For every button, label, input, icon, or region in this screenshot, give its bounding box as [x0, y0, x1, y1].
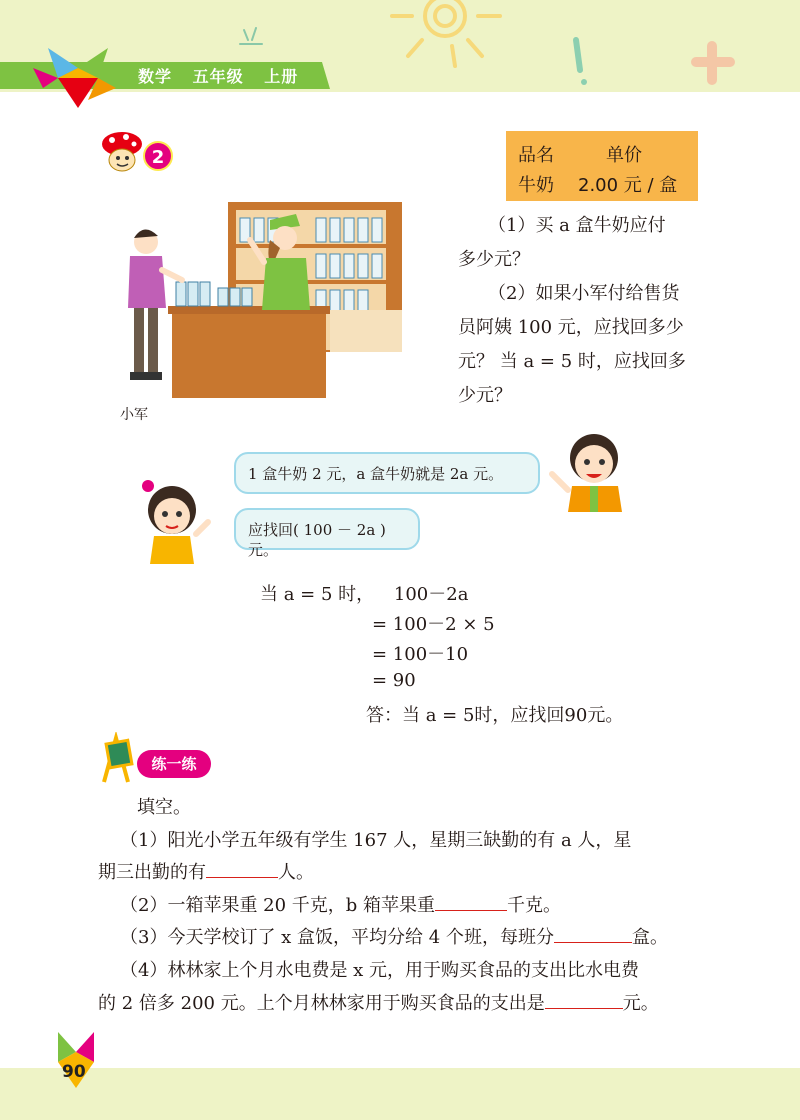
header-volume: 上册 [264, 67, 299, 86]
calc-line-3: = 100－10 [372, 644, 469, 665]
shop-illustration [120, 200, 410, 400]
speech-bubble-girl: 应找回( 100 － 2a )元。 [234, 508, 420, 550]
easel-icon [96, 732, 140, 784]
question-2-line-4: 少元？ [458, 385, 512, 406]
calc-answer: 答：当 a = 5时，应找回90元。 [366, 705, 624, 726]
practice-q1-text: 期三出勤的有 [98, 862, 206, 883]
page-corner-decoration [52, 1028, 100, 1092]
boy-label: 小军 [120, 407, 148, 423]
practice-q2-text: （2）一箱苹果重 20 千克，b 箱苹果重 [120, 895, 436, 916]
example-number-badge: 2 [143, 141, 173, 171]
practice-q4-line-2 [98, 989, 659, 1015]
tangram-logo [28, 38, 118, 108]
question-1-line-1: （1）买 a 盒牛奶应付 [488, 215, 666, 236]
header-title [138, 64, 312, 87]
practice-q3-text: （3）今天学校订了 x 盒饭，平均分给 4 个班，每班分 [120, 927, 554, 948]
answer-blank-1[interactable] [206, 859, 278, 878]
question-1-line-2: 多少元？ [458, 249, 530, 270]
price-table-header-price: 单价 [606, 145, 642, 166]
practice-q3 [120, 923, 668, 949]
calc-expression: 100－2a [393, 584, 469, 605]
header-subject: 数学 [138, 67, 173, 86]
calc-line-4: = 90 [372, 670, 416, 691]
boy-avatar [546, 424, 630, 512]
question-2-line-1: （2）如果小军付给售货 [488, 283, 680, 304]
practice-q4-unit: 元。 [622, 993, 659, 1014]
practice-q4-text: 的 2 倍多 200 元。上个月林林家用于购买食品的支出是 [98, 993, 545, 1014]
answer-blank-3[interactable] [554, 924, 632, 943]
practice-q2 [120, 891, 561, 917]
girl-avatar [134, 474, 214, 564]
answer-blank-2[interactable] [435, 892, 507, 911]
question-2-line-3: 元？ 当 a = 5 时，应找回多 [458, 351, 686, 372]
page-number: 90 [62, 1062, 86, 1082]
speech-bubble-boy: 1 盒牛奶 2 元，a 盒牛奶就是 2a 元。 [234, 452, 540, 494]
answer-blank-4[interactable] [545, 990, 623, 1009]
practice-title: 练一练 [137, 750, 211, 778]
practice-q1-line-1: （1）阳光小学五年级有学生 167 人，星期三缺勤的有 a 人，星 [120, 830, 632, 851]
question-2-line-2: 员阿姨 100 元，应找回多少 [458, 317, 684, 338]
calc-line-1 [260, 580, 468, 606]
header-grade: 五年级 [192, 67, 244, 86]
practice-q3-unit: 盒。 [631, 927, 668, 948]
bottom-band [0, 1068, 800, 1120]
practice-q2-unit: 千克。 [507, 895, 562, 916]
practice-q4-line-1: （4）林林家上个月水电费是 x 元，用于购买食品的支出比水电费 [120, 960, 640, 981]
price-table [506, 131, 698, 201]
price-table-price: 2.00 元 / 盒 [578, 175, 678, 196]
practice-q1-unit: 人。 [278, 862, 314, 883]
calc-condition: 当 a = 5 时， [260, 584, 375, 605]
practice-instruction: 填空。 [137, 797, 191, 818]
practice-q1-line-2 [98, 858, 314, 884]
calc-line-2: = 100－2 × 5 [372, 614, 495, 635]
price-table-item: 牛奶 [518, 175, 554, 196]
question-block [458, 209, 758, 413]
price-table-header-name: 品名 [518, 145, 554, 166]
mushroom-mascot-icon [98, 128, 146, 176]
